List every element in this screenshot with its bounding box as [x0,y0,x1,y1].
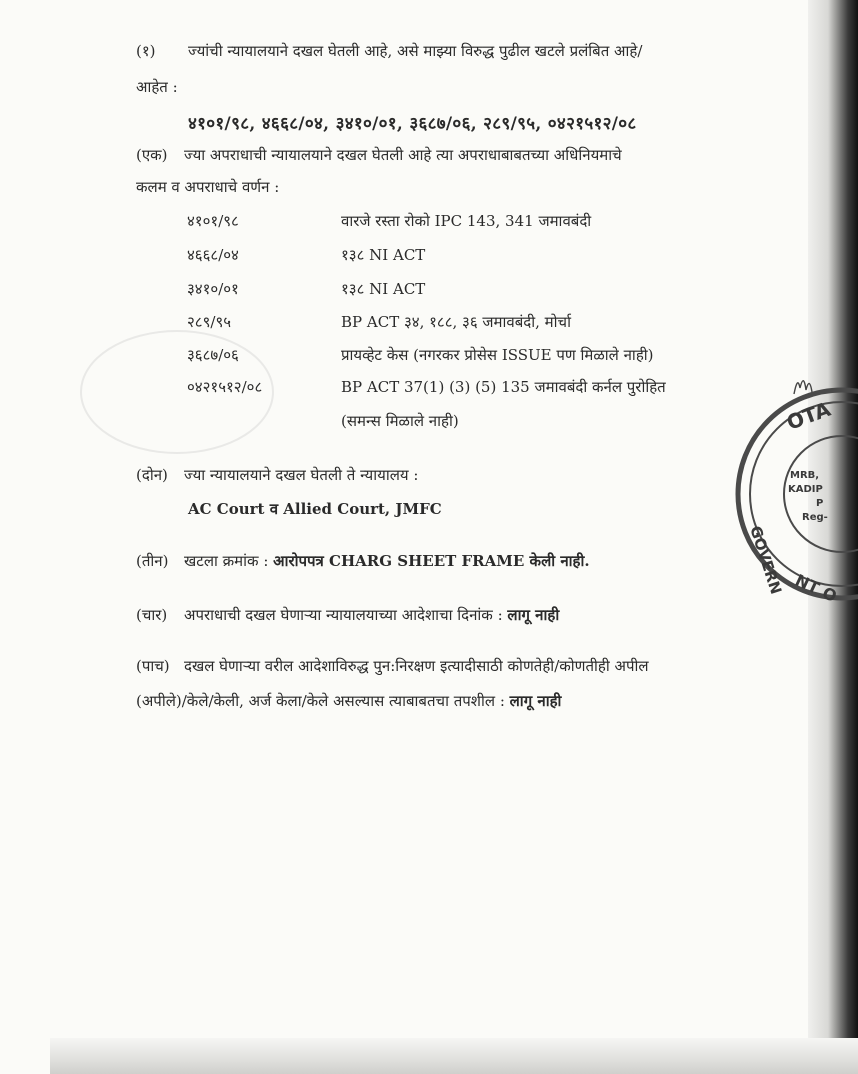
subsection-char [136,606,559,624]
subsection-teen-value: आरोपपत्र CHARG SHEET FRAME केली नाही. [273,552,590,570]
subsection-char-value: लागू नाही [507,606,560,624]
case-number: ०४२१५१२/०८ [187,378,263,396]
stamp-inner-1: MRB, [790,470,820,481]
stamp-inner-3: P [816,498,824,509]
section-1-number: (१) [136,42,156,60]
section-1-text-cont: आहेत : [136,78,178,96]
subsection-ek-heading [136,146,622,164]
subsection-don-text: ज्या न्यायालयाने दखल घेतली ते न्यायालय : [184,466,419,484]
stamp-text-bottom: NT O [792,570,840,607]
notary-stamp [732,378,858,610]
page-bottom-shadow [50,1038,858,1074]
case-number: ४६६८/०४ [187,246,239,264]
subsection-teen-label: खटला क्रमांक : [184,552,274,570]
subsection-pach-label: (अपीले)/केले/केली, अर्ज केला/केले असल्यास त्याबाबतचा तपशील : [136,692,510,710]
case-description: BP ACT 37(1) (3) (5) 135 जमावबंदी कर्नल पुरोहित [341,378,666,396]
subsection-ek-number: (एक) [136,146,168,164]
section-1-text: ज्यांची न्यायालयाने दखल घेतली आहे, असे माझ्या विरुद्ध पुढील खटले प्रलंबित आहे/ [188,42,643,60]
subsection-char-label: अपराधाची दखल घेणाऱ्या न्यायालयाच्या आदेशाचा दिनांक : [184,606,508,624]
stamp-text-side: GOVERN [746,523,786,597]
subsection-char-number: (चार) [136,606,168,624]
case-description-cont: (समन्स मिळाले नाही) [341,412,459,430]
case-number: ४१०१/९८ [187,212,239,230]
subsection-don [136,466,418,484]
case-description: वारजे रस्ता रोको IPC 143, 341 जमावबंदी [341,212,592,230]
subsection-don-number: (दोन) [136,466,168,484]
stamp-inner-4: Reg- [802,512,828,523]
subsection-pach-number: (पाच) [136,657,170,675]
subsection-pach-value: लागू नाही [509,692,562,710]
stamp-text-top: OTA [783,396,834,435]
case-number: ३४१०/०१ [187,280,239,298]
subsection-ek-text: ज्या अपराधाची न्यायालयाने दखल घेतली आहे त्या अपराधाबाबतच्या अधिनियमाचे [184,146,622,164]
case-description: BP ACT ३४, १८८, ३६ जमावबंदी, मोर्चा [341,313,571,331]
case-description: १३८ NI ACT [341,246,426,264]
court-name: AC Court व Allied Court, JMFC [188,500,442,518]
case-description: प्रायव्हेट केस (नगरकर प्रोसेस ISSUE पण मिळाले नाही) [341,346,654,364]
subsection-pach [136,657,649,675]
subsection-teen [136,552,590,570]
subsection-pach-cont [136,692,561,710]
subsection-ek-text-cont: कलम व अपराधाचे वर्णन : [136,178,280,196]
case-numbers-line: ४१०१/९८, ४६६८/०४, ३४१०/०१, ३६८७/०६, २८९/९५, ०४२१५१२/०८ [188,114,637,134]
subsection-pach-text: दखल घेणाऱ्या वरील आदेशाविरुद्ध पुन:निरक्षण इत्यादीसाठी कोणतेही/कोणतीही अपील [184,657,649,675]
case-description: १३८ NI ACT [341,280,426,298]
case-number: ३६८७/०६ [187,346,239,364]
subsection-teen-number: (तीन) [136,552,169,570]
stamp-inner-2: KADIP [788,484,823,495]
section-1-heading [136,42,642,60]
case-number: २८९/९५ [187,313,232,331]
